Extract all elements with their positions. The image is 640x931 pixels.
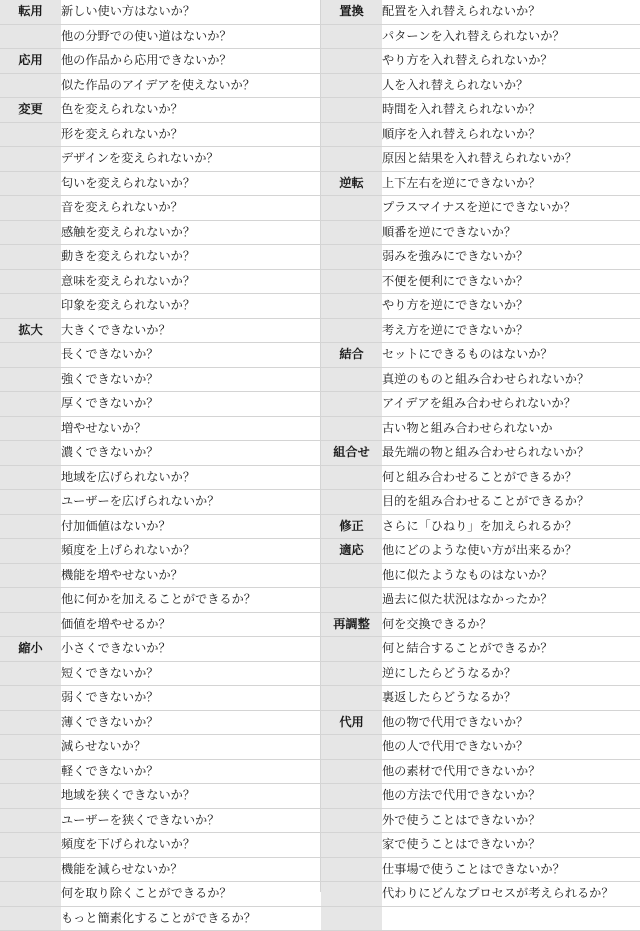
category-cell xyxy=(0,294,61,319)
checklist-row xyxy=(321,49,640,74)
checklist-row xyxy=(321,0,640,24)
category-cell xyxy=(321,465,382,490)
category-cell: 逆転 xyxy=(321,171,382,196)
question-cell: 価値を増やせるか？ xyxy=(61,612,321,637)
question-cell: 小さくできないか？ xyxy=(61,637,321,662)
checklist-row xyxy=(321,294,640,319)
checklist-row xyxy=(0,171,321,196)
checklist-row xyxy=(0,661,321,686)
category-cell: 縮小 xyxy=(0,637,61,662)
category-cell xyxy=(321,147,382,172)
checklist-row xyxy=(0,882,321,907)
category-cell xyxy=(0,784,61,809)
question-cell: 代わりにどんなプロセスが考えられるか？ xyxy=(382,882,640,907)
checklist-row xyxy=(0,710,321,735)
question-cell: 似た作品のアイデアを使えないか？ xyxy=(61,73,321,98)
checklist-row xyxy=(0,49,321,74)
question-cell: ユーザーを狭くできないか？ xyxy=(61,808,321,833)
checklist-row xyxy=(321,269,640,294)
checklist-row xyxy=(0,416,321,441)
checklist-row xyxy=(321,563,640,588)
question-cell: プラスマイナスを逆にできないか？ xyxy=(382,196,640,221)
category-cell xyxy=(0,759,61,784)
category-cell xyxy=(321,392,382,417)
question-cell: 何と組み合わせることができるか？ xyxy=(382,465,640,490)
category-cell xyxy=(0,392,61,417)
question-cell: 頻度を下げられないか？ xyxy=(61,833,321,858)
question-cell: 目的を組み合わせることができるか？ xyxy=(382,490,640,515)
question-cell: やり方を入れ替えられないか？ xyxy=(382,49,640,74)
checklist-row xyxy=(321,122,640,147)
question-cell: 真逆のものと組み合わせられないか？ xyxy=(382,367,640,392)
question-cell: 濃くできないか？ xyxy=(61,441,321,466)
question-cell: 厚くできないか？ xyxy=(61,392,321,417)
checklist-row xyxy=(0,686,321,711)
checklist-row xyxy=(0,637,321,662)
question-cell: 形を変えられないか？ xyxy=(61,122,321,147)
question-cell: 順序を入れ替えられないか？ xyxy=(382,122,640,147)
category-cell xyxy=(0,245,61,270)
category-cell xyxy=(321,269,382,294)
category-cell xyxy=(0,24,61,49)
checklist-row xyxy=(0,245,321,270)
category-cell: 結合 xyxy=(321,343,382,368)
checklist-row xyxy=(0,784,321,809)
question-cell: セットにできるものはないか？ xyxy=(382,343,640,368)
question-cell: 逆にしたらどうなるか？ xyxy=(382,661,640,686)
checklist-row xyxy=(0,563,321,588)
category-cell xyxy=(0,882,61,907)
checklist-row xyxy=(321,171,640,196)
category-cell xyxy=(321,588,382,613)
checklist-row xyxy=(0,294,321,319)
checklist-row xyxy=(0,367,321,392)
category-cell xyxy=(0,147,61,172)
question-cell: 短くできないか？ xyxy=(61,661,321,686)
question-cell: パターンを入れ替えられないか？ xyxy=(382,24,640,49)
question-cell: 人を入れ替えられないか？ xyxy=(382,73,640,98)
question-cell: 仕事場で使うことはできないか？ xyxy=(382,857,640,882)
category-cell: 変更 xyxy=(0,98,61,123)
question-cell: 古い物と組み合わせられないか xyxy=(382,416,640,441)
checklist-row xyxy=(0,465,321,490)
checklist-row xyxy=(321,147,640,172)
category-cell xyxy=(321,906,382,931)
category-cell xyxy=(0,343,61,368)
category-cell xyxy=(0,441,61,466)
checklist-row xyxy=(321,833,640,858)
category-cell: 組合せ xyxy=(321,441,382,466)
category-cell xyxy=(0,220,61,245)
category-cell xyxy=(321,367,382,392)
question-cell: 長くできないか？ xyxy=(61,343,321,368)
checklist-row xyxy=(321,318,640,343)
category-cell xyxy=(0,514,61,539)
question-cell: 感触を変えられないか？ xyxy=(61,220,321,245)
category-cell: 拡大 xyxy=(0,318,61,343)
checklist-row xyxy=(321,416,640,441)
category-cell xyxy=(321,490,382,515)
checklist-row xyxy=(0,392,321,417)
question-cell: 薄くできないか？ xyxy=(61,710,321,735)
checklist-row xyxy=(0,735,321,760)
checklist-row xyxy=(0,122,321,147)
checklist-row xyxy=(0,514,321,539)
category-cell xyxy=(0,122,61,147)
checklist-row xyxy=(321,24,640,49)
checklist-row xyxy=(321,343,640,368)
category-cell xyxy=(321,245,382,270)
question-cell: 機能を増やせないか？ xyxy=(61,563,321,588)
category-cell xyxy=(321,833,382,858)
category-cell xyxy=(321,808,382,833)
category-cell xyxy=(0,735,61,760)
category-cell xyxy=(321,196,382,221)
category-cell xyxy=(0,563,61,588)
checklist-row xyxy=(0,490,321,515)
question-cell: 新しい使い方はないか？ xyxy=(61,0,321,24)
checklist-row xyxy=(0,759,321,784)
question-cell: 最先端の物と組み合わせられないか？ xyxy=(382,441,640,466)
category-cell xyxy=(0,808,61,833)
question-cell: 頻度を上げられないか？ xyxy=(61,539,321,564)
category-cell: 代用 xyxy=(321,710,382,735)
question-cell: 上下左右を逆にできないか？ xyxy=(382,171,640,196)
category-cell xyxy=(0,73,61,98)
question-cell: 他の方法で代用できないか？ xyxy=(382,784,640,809)
category-cell xyxy=(0,171,61,196)
checklist-row xyxy=(0,147,321,172)
checklist-row xyxy=(0,220,321,245)
right-checklist-table xyxy=(321,0,640,931)
checklist-row xyxy=(321,686,640,711)
question-cell: 弱みを強みにできないか？ xyxy=(382,245,640,270)
checklist-row xyxy=(0,196,321,221)
checklist-row xyxy=(321,759,640,784)
question-cell: ユーザーを広げられないか？ xyxy=(61,490,321,515)
question-cell: 配置を入れ替えられないか？ xyxy=(382,0,640,24)
question-cell: 考え方を逆にできないか？ xyxy=(382,318,640,343)
category-cell xyxy=(321,416,382,441)
question-cell: 色を変えられないか？ xyxy=(61,98,321,123)
category-cell: 応用 xyxy=(0,49,61,74)
question-cell: 弱くできないか？ xyxy=(61,686,321,711)
category-cell: 転用 xyxy=(0,0,61,24)
category-cell xyxy=(0,465,61,490)
category-cell xyxy=(0,588,61,613)
checklist-row xyxy=(0,73,321,98)
question-cell: 何を取り除くことができるか？ xyxy=(61,882,321,907)
category-cell xyxy=(321,735,382,760)
category-cell xyxy=(321,318,382,343)
question-cell: 動きを変えられないか？ xyxy=(61,245,321,270)
question-cell: さらに「ひねり」を加えられるか？ xyxy=(382,514,640,539)
question-cell: 意味を変えられないか？ xyxy=(61,269,321,294)
checklist-row xyxy=(321,98,640,123)
question-cell: 他の分野での使い道はないか？ xyxy=(61,24,321,49)
category-cell xyxy=(321,637,382,662)
category-cell xyxy=(321,882,382,907)
checklist-row xyxy=(0,343,321,368)
category-cell xyxy=(321,122,382,147)
question-cell: 順番を逆にできないか？ xyxy=(382,220,640,245)
checklist-row xyxy=(321,906,640,931)
question-cell: 地域を広げられないか？ xyxy=(61,465,321,490)
category-cell xyxy=(0,416,61,441)
checklist-row xyxy=(321,588,640,613)
checklist-row xyxy=(321,857,640,882)
category-cell: 置換 xyxy=(321,0,382,24)
question-cell: 音を変えられないか？ xyxy=(61,196,321,221)
category-cell xyxy=(0,539,61,564)
category-cell xyxy=(0,196,61,221)
checklist-row xyxy=(321,220,640,245)
checklist-row xyxy=(321,784,640,809)
question-cell: 付加価値はないか？ xyxy=(61,514,321,539)
question-cell: 減らせないか？ xyxy=(61,735,321,760)
checklist-row xyxy=(321,808,640,833)
checklist-row xyxy=(321,465,640,490)
category-cell xyxy=(0,857,61,882)
category-cell xyxy=(0,661,61,686)
category-cell xyxy=(321,784,382,809)
category-cell xyxy=(321,857,382,882)
checklist-row xyxy=(0,441,321,466)
question-cell xyxy=(382,906,640,931)
category-cell xyxy=(0,710,61,735)
checklist-row xyxy=(321,882,640,907)
question-cell: デザインを変えられないか？ xyxy=(61,147,321,172)
checklist-row xyxy=(0,269,321,294)
checklist-row xyxy=(321,196,640,221)
question-cell: 他の素材で代用できないか？ xyxy=(382,759,640,784)
checklist-row xyxy=(0,98,321,123)
question-cell: やり方を逆にできないか？ xyxy=(382,294,640,319)
question-cell: 他の作品から応用できないか？ xyxy=(61,49,321,74)
category-cell: 再調整 xyxy=(321,612,382,637)
category-cell xyxy=(321,759,382,784)
question-cell: 他にどのような使い方が出来るか？ xyxy=(382,539,640,564)
question-cell: 印象を変えられないか？ xyxy=(61,294,321,319)
question-cell: 何を交換できるか？ xyxy=(382,612,640,637)
category-cell xyxy=(321,294,382,319)
checklist-row xyxy=(0,857,321,882)
question-cell: もっと簡素化することができるか？ xyxy=(61,906,321,931)
category-cell xyxy=(0,686,61,711)
checklist-row xyxy=(0,808,321,833)
checklist-row xyxy=(321,367,640,392)
checklist-row xyxy=(321,441,640,466)
checklist-row xyxy=(321,735,640,760)
question-cell: 裏返したらどうなるか？ xyxy=(382,686,640,711)
question-cell: 何と結合することができるか？ xyxy=(382,637,640,662)
category-cell xyxy=(0,833,61,858)
question-cell: 原因と結果を入れ替えられないか？ xyxy=(382,147,640,172)
checklist-row xyxy=(321,514,640,539)
category-cell xyxy=(321,563,382,588)
checklist-row xyxy=(0,833,321,858)
question-cell: 匂いを変えられないか？ xyxy=(61,171,321,196)
question-cell: 不便を便利にできないか？ xyxy=(382,269,640,294)
category-cell xyxy=(0,490,61,515)
checklist-row xyxy=(0,539,321,564)
category-cell xyxy=(321,49,382,74)
checklist-row xyxy=(321,539,640,564)
checklist-row xyxy=(0,318,321,343)
question-cell: 大きくできないか？ xyxy=(61,318,321,343)
question-cell: 他の物で代用できないか？ xyxy=(382,710,640,735)
question-cell: 他に似たようなものはないか？ xyxy=(382,563,640,588)
checklist-row xyxy=(321,612,640,637)
checklist-row xyxy=(321,637,640,662)
category-cell: 適応 xyxy=(321,539,382,564)
checklist-row xyxy=(0,612,321,637)
category-cell xyxy=(0,269,61,294)
category-cell xyxy=(321,73,382,98)
question-cell: 外で使うことはできないか？ xyxy=(382,808,640,833)
question-cell: 他の人で代用できないか？ xyxy=(382,735,640,760)
question-cell: 家で使うことはできないか？ xyxy=(382,833,640,858)
checklist-row xyxy=(321,73,640,98)
checklist-row xyxy=(321,392,640,417)
category-cell xyxy=(0,367,61,392)
question-cell: 過去に似た状況はなかったか？ xyxy=(382,588,640,613)
category-cell xyxy=(321,661,382,686)
question-cell: 軽くできないか？ xyxy=(61,759,321,784)
category-cell xyxy=(321,24,382,49)
question-cell: 機能を減らせないか？ xyxy=(61,857,321,882)
category-cell xyxy=(321,220,382,245)
question-cell: 他に何かを加えることができるか？ xyxy=(61,588,321,613)
checklist-row xyxy=(321,245,640,270)
checklist-row xyxy=(0,588,321,613)
checklist-row xyxy=(321,490,640,515)
category-cell: 修正 xyxy=(321,514,382,539)
checklist-row xyxy=(321,710,640,735)
question-cell: 地域を狭くできないか？ xyxy=(61,784,321,809)
category-cell xyxy=(0,906,61,931)
category-cell xyxy=(321,686,382,711)
checklist-row xyxy=(0,24,321,49)
checklist-row xyxy=(321,661,640,686)
question-cell: アイデアを組み合わせられないか？ xyxy=(382,392,640,417)
question-cell: 時間を入れ替えられないか？ xyxy=(382,98,640,123)
question-cell: 増やせないか？ xyxy=(61,416,321,441)
category-cell xyxy=(321,98,382,123)
category-cell xyxy=(0,612,61,637)
question-cell: 強くできないか？ xyxy=(61,367,321,392)
checklist-row xyxy=(0,0,321,24)
checklist-row xyxy=(0,906,321,931)
